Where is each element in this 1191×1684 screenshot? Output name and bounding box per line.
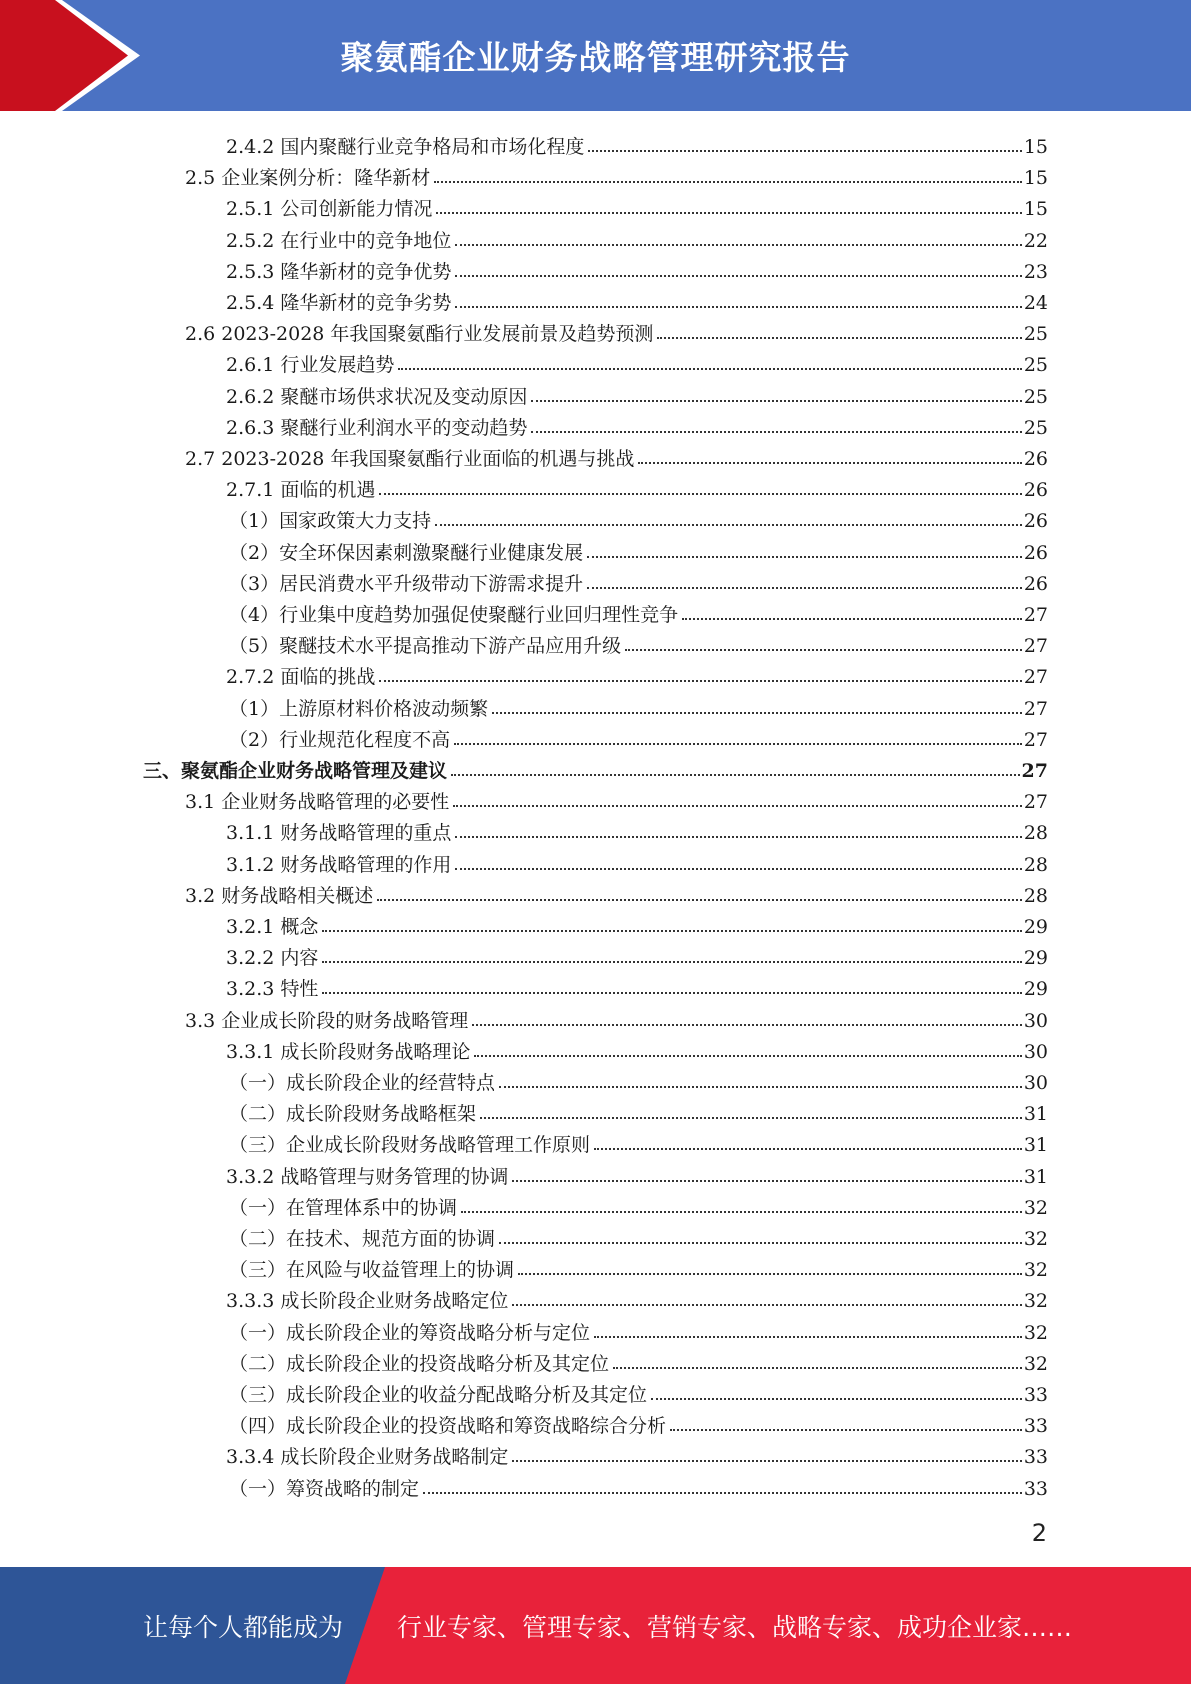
toc-entry-page: 28 [1023, 884, 1048, 907]
toc-entry[interactable] [226, 939, 1048, 970]
toc-dot-leader [454, 743, 1022, 745]
toc-dot-leader [398, 368, 1021, 370]
toc-entry-title: 2.5.2 在行业中的竞争地位 [226, 229, 452, 252]
toc-entry[interactable] [185, 159, 1048, 190]
toc-entry-title: 3.3.3 成长阶段企业财务战略定位 [226, 1290, 509, 1313]
toc-entry[interactable] [229, 627, 1048, 658]
toc-entry[interactable] [226, 908, 1048, 939]
toc-entry-title: （一）筹资战略的制定 [229, 1477, 420, 1500]
toc-entry-title: 2.7.2 面临的挑战 [226, 666, 376, 689]
toc-dot-leader [531, 431, 1021, 433]
toc-entry-page: 26 [1023, 510, 1048, 533]
toc-dot-leader [423, 1492, 1022, 1494]
toc-dot-leader [512, 1304, 1021, 1306]
toc-entry[interactable] [226, 970, 1048, 1001]
toc-entry[interactable] [226, 378, 1048, 409]
toc-dot-leader [451, 774, 1020, 776]
toc-entry-title: 3.1 企业财务战略管理的必要性 [185, 791, 450, 814]
toc-entry-title: 3.1.1 财务战略管理的重点 [226, 822, 452, 845]
toc-entry-page: 27 [1023, 635, 1048, 658]
toc-entry-page: 32 [1023, 1290, 1048, 1313]
toc-dot-leader [638, 462, 1021, 464]
toc-entry-page: 29 [1023, 978, 1048, 1001]
toc-entry-title: （1）上游原材料价格波动频繁 [229, 697, 489, 720]
toc-dot-leader [436, 212, 1021, 214]
toc-entry-page: 27 [1023, 697, 1048, 720]
toc-dot-leader [499, 1086, 1022, 1088]
toc-dot-leader [512, 1180, 1021, 1182]
toc-entry[interactable] [229, 1095, 1048, 1126]
toc-entry-title: 2.5.1 公司创新能力情况 [226, 198, 433, 221]
toc-entry[interactable] [185, 315, 1048, 346]
toc-entry[interactable] [226, 1438, 1048, 1469]
toc-entry-title: （三）企业成长阶段财务战略管理工作原则 [229, 1134, 591, 1157]
toc-entry-title: 2.5 企业案例分析：隆华新材 [185, 167, 431, 190]
toc-dot-leader [474, 1055, 1021, 1057]
toc-dot-leader [377, 899, 1022, 901]
toc-dot-leader [613, 1367, 1022, 1369]
page-footer [0, 1567, 1191, 1684]
toc-entry-page: 15 [1023, 198, 1048, 221]
toc-entry[interactable] [229, 596, 1048, 627]
toc-entry-title: （5）聚醚技术水平提高推动下游产品应用升级 [229, 635, 622, 658]
toc-entry-page: 23 [1023, 260, 1048, 283]
toc-entry[interactable] [226, 1158, 1048, 1189]
toc-entry-title: 3.3.1 成长阶段财务战略理论 [226, 1040, 471, 1063]
toc-entry-title: 2.4.2 国内聚醚行业竞争格局和市场化程度 [226, 136, 585, 158]
toc-dot-leader [518, 1273, 1022, 1275]
toc-entry-page: 32 [1023, 1259, 1048, 1282]
toc-entry-title: 2.6.1 行业发展趋势 [226, 354, 395, 377]
toc-entry[interactable] [229, 1126, 1048, 1157]
toc-entry-page: 25 [1023, 323, 1048, 346]
toc-entry-title: 2.6.2 聚醚市场供求状况及变动原因 [226, 385, 528, 408]
toc-entry[interactable] [185, 440, 1048, 471]
toc-entry-page: 28 [1023, 822, 1048, 845]
toc-entry-page: 31 [1023, 1134, 1048, 1157]
toc-entry[interactable] [229, 1314, 1048, 1345]
toc-entry-title: （1）国家政策大力支持 [229, 510, 432, 533]
toc-entry-page: 33 [1023, 1415, 1048, 1438]
report-title: 聚氨酯企业财务战略管理研究报告 [340, 38, 851, 77]
toc-entry-title: （三）成长阶段企业的收益分配战略分析及其定位 [229, 1384, 648, 1406]
toc-entry-title: 3.3 企业成长阶段的财务战略管理 [185, 1009, 469, 1032]
toc-entry[interactable] [229, 721, 1048, 752]
toc-entry[interactable] [229, 1470, 1048, 1501]
toc-dot-leader [322, 961, 1021, 963]
toc-dot-leader [670, 1429, 1022, 1431]
toc-entry-page: 24 [1023, 292, 1048, 314]
toc-dot-leader [587, 556, 1022, 558]
toc-dot-leader [455, 244, 1021, 246]
toc-entry[interactable] [226, 346, 1048, 377]
page-number: 2 [1031, 1519, 1047, 1547]
toc-entry-page: 26 [1023, 479, 1048, 502]
toc-entry-page: 33 [1023, 1384, 1048, 1406]
toc-entry-title: 2.7 2023-2028 年我国聚氨酯行业面临的机遇与挑战 [185, 448, 635, 470]
toc-entry[interactable] [229, 534, 1048, 565]
toc-entry[interactable] [226, 814, 1048, 845]
toc-entry-page: 27 [1023, 666, 1048, 689]
toc-entry-page: 31 [1023, 1103, 1048, 1126]
toc-entry[interactable] [229, 690, 1048, 721]
toc-entry-page: 30 [1023, 1040, 1048, 1063]
toc-entry[interactable] [226, 846, 1048, 877]
toc-entry-title: 3.2.2 内容 [226, 947, 319, 970]
toc-entry-title: （二）成长阶段财务战略框架 [229, 1103, 477, 1126]
toc-entry-title: 2.6.3 聚醚行业利润水平的变动趋势 [226, 416, 528, 439]
toc-entry-title: （2）行业规范化程度不高 [229, 728, 451, 751]
toc-dot-leader [594, 1336, 1022, 1338]
toc-entry[interactable] [226, 471, 1048, 502]
toc-entry-title: 3.3.4 成长阶段企业财务战略制定 [226, 1446, 509, 1469]
toc-entry[interactable] [229, 1251, 1048, 1282]
toc-entry-title: 3.3.2 战略管理与财务管理的协调 [226, 1165, 509, 1188]
toc-entry-page: 26 [1023, 448, 1048, 470]
toc-entry-page: 27 [1023, 791, 1048, 814]
toc-dot-leader [455, 275, 1021, 277]
footer-slogan-left: 让每个人都能成为 [143, 1612, 344, 1642]
toc-entry-title: （2）安全环保因素刺激聚醚行业健康发展 [229, 541, 584, 564]
toc-entry[interactable] [143, 752, 1048, 783]
toc-entry-title: 2.6 2023-2028 年我国聚氨酯行业发展前景及趋势预测 [185, 323, 654, 346]
toc-entry[interactable] [185, 1002, 1048, 1033]
toc-entry[interactable] [229, 1064, 1048, 1095]
toc-entry[interactable] [229, 1376, 1048, 1407]
toc-entry-page: 29 [1023, 947, 1048, 970]
toc-entry[interactable] [229, 1345, 1048, 1376]
toc-entry-page: 33 [1023, 1477, 1048, 1500]
toc-dot-leader [379, 680, 1021, 682]
toc-entry-title: （二）成长阶段企业的投资战略分析及其定位 [229, 1352, 610, 1375]
toc-entry-title: （三）在风险与收益管理上的协调 [229, 1259, 515, 1282]
toc-entry-title: （4）行业集中度趋势加强促使聚醚行业回归理性竞争 [229, 604, 679, 626]
toc-entry[interactable] [226, 222, 1048, 253]
toc-entry-title: （一）成长阶段企业的经营特点 [229, 1072, 496, 1094]
toc-entry-page: 22 [1023, 229, 1048, 252]
toc-entry[interactable] [229, 1220, 1048, 1251]
toc-entry[interactable] [229, 502, 1048, 533]
toc-entry-page: 32 [1023, 1228, 1048, 1250]
toc-entry-title: 3.1.2 财务战略管理的作用 [226, 853, 452, 876]
toc-dot-leader [453, 805, 1022, 807]
toc-entry-title: 2.5.3 隆华新材的竞争优势 [226, 260, 452, 283]
toc-dot-leader [455, 868, 1021, 870]
toc-dot-leader [435, 524, 1022, 526]
toc-dot-leader [594, 1148, 1022, 1150]
toc-entry-title: 2.7.1 面临的机遇 [226, 479, 376, 502]
toc-entry[interactable] [185, 783, 1048, 814]
toc-entry[interactable] [226, 284, 1048, 315]
toc-dot-leader [461, 1211, 1022, 1213]
toc-dot-leader [625, 649, 1022, 651]
toc-entry[interactable] [226, 190, 1048, 221]
toc-entry-title: 3.2.1 概念 [226, 916, 319, 938]
toc-entry[interactable] [226, 1282, 1048, 1313]
report-header [0, 0, 1191, 111]
toc-dot-leader [531, 400, 1021, 402]
toc-entry-title: （3）居民消费水平升级带动下游需求提升 [229, 572, 584, 595]
toc-entry-page: 33 [1023, 1446, 1048, 1469]
toc-dot-leader [588, 150, 1021, 152]
toc-dot-leader [499, 1242, 1022, 1244]
toc-entry-page: 15 [1023, 136, 1048, 158]
toc-entry-title: 3.2.3 特性 [226, 978, 319, 1001]
toc-dot-leader [455, 836, 1021, 838]
toc-dot-leader [472, 1024, 1022, 1026]
toc-entry-page: 30 [1023, 1072, 1048, 1094]
toc-dot-leader [657, 337, 1021, 339]
toc-entry-title: 三、聚氨酯企业财务战略管理及建议 [143, 760, 448, 782]
toc-entry[interactable] [226, 128, 1048, 159]
toc-entry[interactable] [185, 877, 1048, 908]
toc-dot-leader [322, 930, 1021, 932]
toc-dot-leader [434, 181, 1022, 183]
toc-entry-page: 29 [1023, 916, 1048, 938]
toc-dot-leader [455, 306, 1021, 308]
toc-entry-title: （一）在管理体系中的协调 [229, 1196, 458, 1219]
toc-dot-leader [492, 712, 1022, 714]
toc-dot-leader [587, 587, 1022, 589]
toc-entry-page: 15 [1023, 167, 1048, 190]
toc-entry-title: （二）在技术、规范方面的协调 [229, 1228, 496, 1250]
toc-entry-title: （四）成长阶段企业的投资战略和筹资战略综合分析 [229, 1415, 667, 1438]
toc-dot-leader [322, 992, 1021, 994]
toc-entry[interactable] [229, 565, 1048, 596]
footer-slogan-right: 行业专家、管理专家、营销专家、战略专家、成功企业家…… [397, 1612, 1073, 1642]
toc-dot-leader [512, 1460, 1021, 1462]
toc-entry[interactable] [226, 253, 1048, 284]
toc-entry-page: 27 [1021, 760, 1048, 782]
toc-entry-page: 31 [1023, 1165, 1048, 1188]
toc-entry-page: 32 [1023, 1321, 1048, 1344]
toc-entry-page: 25 [1023, 354, 1048, 377]
toc-entry-page: 25 [1023, 416, 1048, 439]
toc-dot-leader [379, 493, 1021, 495]
toc-entry[interactable] [226, 1033, 1048, 1064]
toc-entry-title: （一）成长阶段企业的筹资战略分析与定位 [229, 1321, 591, 1344]
toc-entry-title: 3.2 财务战略相关概述 [185, 884, 374, 907]
toc-entry-page: 32 [1023, 1196, 1048, 1219]
toc-entry-title: 2.5.4 隆华新材的竞争劣势 [226, 292, 452, 314]
toc-entry[interactable] [226, 658, 1048, 689]
toc-entry-page: 25 [1023, 385, 1048, 408]
toc-entry-page: 26 [1023, 541, 1048, 564]
toc-dot-leader [682, 618, 1022, 620]
toc-dot-leader [480, 1117, 1022, 1119]
toc-entry[interactable] [226, 409, 1048, 440]
toc-entry-page: 27 [1023, 604, 1048, 626]
toc-entry-page: 28 [1023, 853, 1048, 876]
toc-dot-leader [651, 1398, 1022, 1400]
toc-entry[interactable] [229, 1407, 1048, 1438]
toc-entry-page: 30 [1023, 1009, 1048, 1032]
toc-entry-page: 32 [1023, 1352, 1048, 1375]
toc-entry-page: 27 [1023, 728, 1048, 751]
toc-entry[interactable] [229, 1189, 1048, 1220]
toc-entry-page: 26 [1023, 572, 1048, 595]
